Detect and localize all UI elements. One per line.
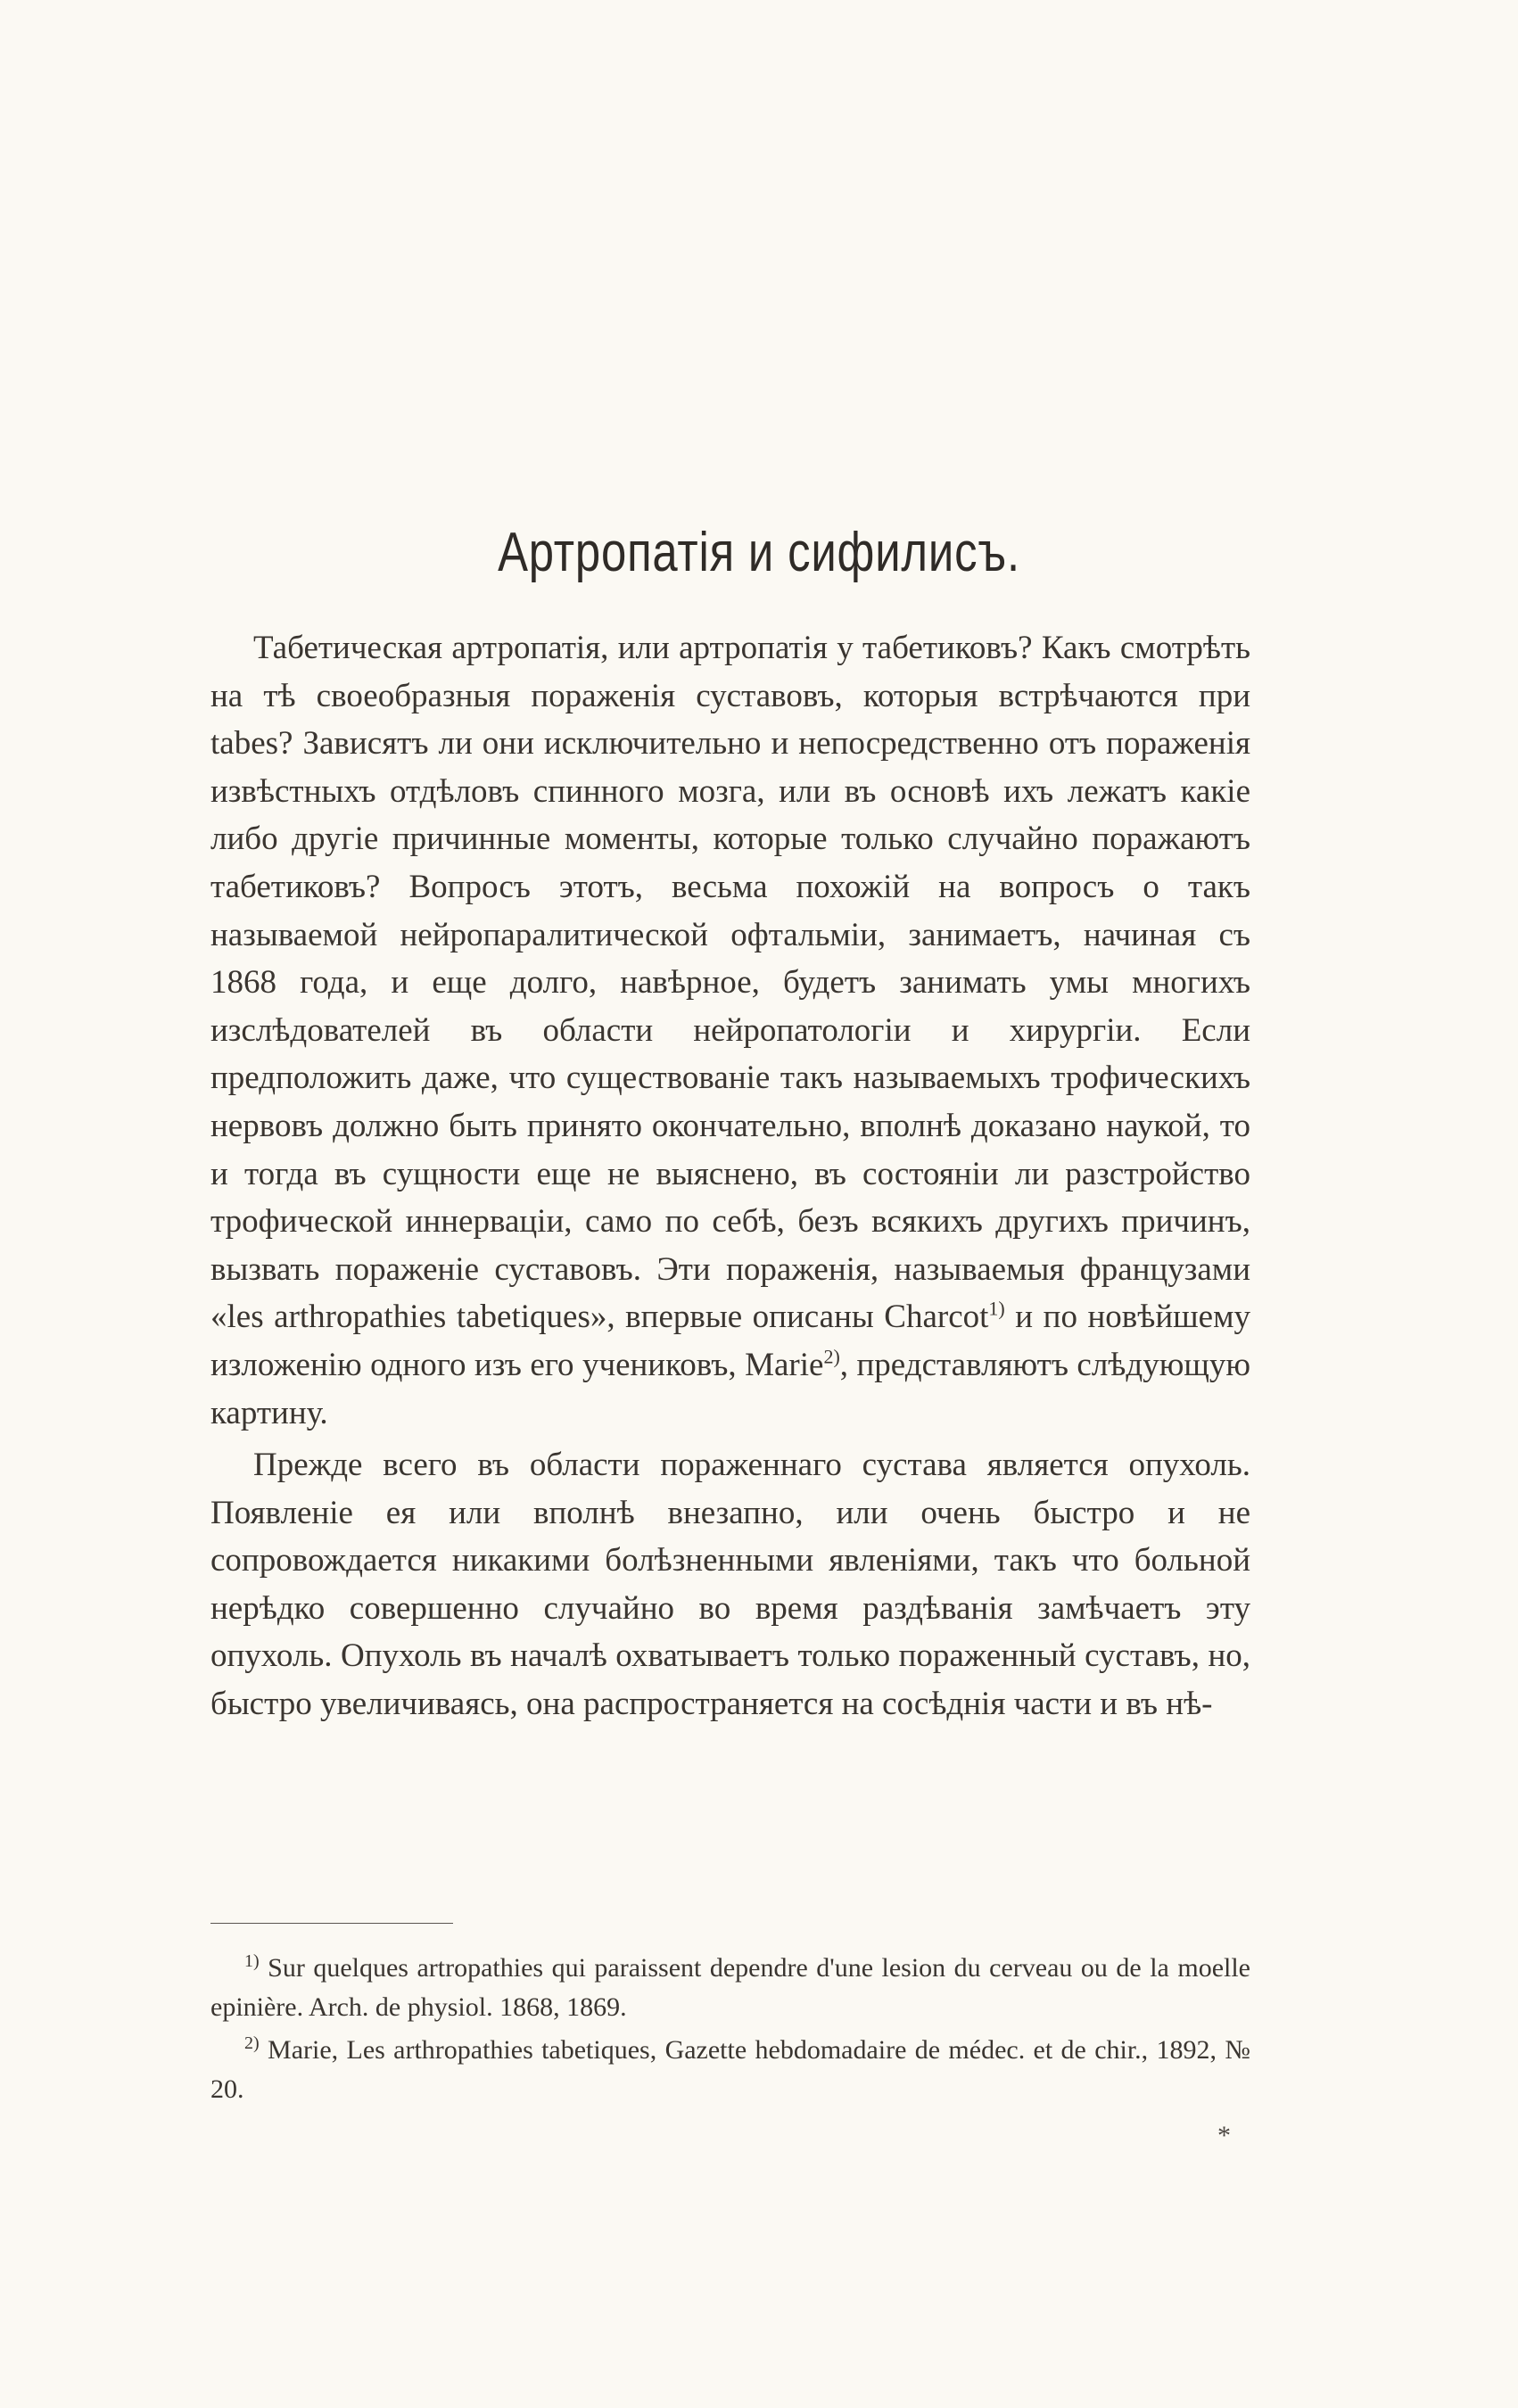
paragraph-1-text: Табетическая артропатія, или артропатія у табетиковъ? Какъ смотрѣть на тѣ своеобразныя пораженія суставовъ, которыя встрѣчаются при tabes? Зависятъ ли они исключительно и непосредственно отъ пораженія извѣстныхъ отдѣловъ спинного мозга, или въ основѣ ихъ лежатъ какіе либо другіе причинные моменты, которые только случайно поражаютъ табетиковъ? Вопросъ этотъ, весьма похожій на вопросъ о такъ называемой нейропаралитической офтальміи, занимаетъ, начиная съ 1868 года, и еще долго, навѣрное, будетъ занимать умы многихъ изслѣдователей въ области нейропатологіи и хирургіи. Если предположить даже, что существованіе такъ называемыхъ трофическихъ нервовъ должно быть принято окончательно, вполнѣ доказано наукой, то и тогда въ сущности еще не выяснено, въ состояніи ли разстройство трофической иннерваціи, само по себѣ, безъ всякихъ другихъ причинъ, вызвать пораженіе суставовъ. Эти пораженія, называемыя французами «les arthropathies tabetiques», впервые описаны Charcot: [210, 630, 1250, 1336]
paragraph-2: Прежде всего въ области пораженнаго сустава является опухоль. Появленіе ея или вполнѣ внезапно, или очень быстро и не сопровождается никакими болѣзненными явленіями, такъ что больной нерѣдко совершенно случайно во время раздѣванія замѣчаетъ эту опухоль. Опухоль въ началѣ охватываетъ только пораженный суставъ, но, быстро увеличиваясь, она распространяется на сосѣднія части и въ нѣ-: [210, 1447, 1250, 1723]
paragraph-1: [210, 624, 1250, 1437]
footnote-ref-2: 2): [823, 1345, 840, 1368]
signature-mark: *: [1217, 2121, 1231, 2150]
chapter-title: Артропатія и сифилисъ.: [498, 522, 1020, 583]
footnotes: [210, 1949, 1250, 2113]
footnote-separator: [210, 1923, 453, 1924]
footnote-ref-1: 1): [988, 1297, 1005, 1320]
paragraph-1-text-middle: и по новѣйшему изложенію одного изъ его учениковъ, Marie: [210, 1299, 1250, 1383]
footnote-1: [210, 1949, 1250, 2027]
paragraph-1-text-end: , представляютъ слѣдующую картину.: [210, 1346, 1250, 1431]
footnote-1-mark: 1): [244, 1951, 260, 1971]
footnote-1-text: Sur quelques artropathies qui paraissent dependre d'une lesion du cerveau ou de la moelle epinière. Arch. de physiol. 1868, 1869.: [210, 1953, 1250, 2022]
body-text: [210, 624, 1250, 1733]
footnote-2-mark: 2): [244, 2033, 260, 2053]
footnote-2: [210, 2031, 1250, 2109]
footnote-2-text: Marie, Les arthropathies tabetiques, Gazette hebdomadaire de médec. et de chir., 1892, № 20.: [210, 2035, 1250, 2104]
